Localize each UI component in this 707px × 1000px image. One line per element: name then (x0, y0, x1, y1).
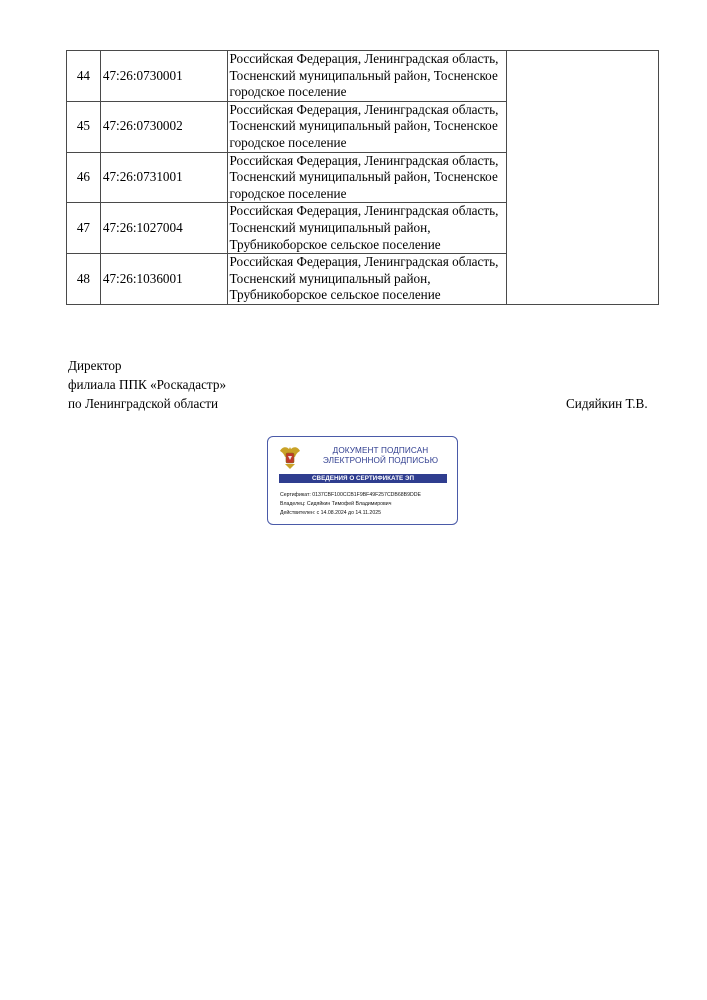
row-number: 44 (67, 51, 101, 102)
cadastral-number: 47:26:0730002 (100, 101, 227, 152)
signatory-title (68, 356, 226, 413)
address-cell: Российская Федерация, Ленинградская область, Тосненский муниципальный район, Тосненское городское поселение (227, 101, 507, 152)
stamp-title-line1: ДОКУМЕНТ ПОДПИСАН (332, 446, 429, 455)
cadastral-number: 47:26:1036001 (100, 254, 227, 305)
signatory-organization: филиала ППК «Роскадастр» (68, 377, 227, 392)
address-cell: Российская Федерация, Ленинградская область, Тосненский муниципальный район, Тосненское городское поселение (227, 51, 507, 102)
table-row (67, 51, 659, 102)
row-number: 45 (67, 101, 101, 152)
address-cell: Российская Федерация, Ленинградская область, Тосненский муниципальный район, Тосненское городское поселение (227, 152, 507, 203)
address-cell: Российская Федерация, Ленинградская область, Тосненский муниципальный район, Трубникоборское сельское поселение (227, 254, 507, 305)
stamp-info-bar: СВЕДЕНИЯ О СЕРТИФИКАТЕ ЭП (279, 474, 447, 483)
validity-line: Действителен: с 14.08.2024 до 14.11.2025 (280, 510, 381, 516)
certificate-line: Сертификат: 0137CBF100CCB1F9BF49F257CDB68B9DDE (280, 492, 421, 498)
cadastral-table (66, 50, 659, 305)
row-number: 48 (67, 254, 101, 305)
electronic-signature-stamp (267, 436, 458, 525)
empty-column (507, 51, 659, 305)
stamp-title-line2: ЭЛЕКТРОННОЙ ПОДПИСЬЮ (322, 456, 439, 465)
coat-of-arms-icon (278, 443, 302, 470)
cadastral-number: 47:26:1027004 (100, 203, 227, 254)
stamp-title (308, 446, 453, 466)
cadastral-number: 47:26:0731001 (100, 152, 227, 203)
address-cell: Российская Федерация, Ленинградская область, Тосненский муниципальный район, Трубникоборское сельское поселение (227, 203, 507, 254)
cadastral-number: 47:26:0730001 (100, 51, 227, 102)
signatory-name: Сидяйкин Т.В. (566, 396, 648, 411)
signatory-position: Директор (68, 358, 122, 373)
row-number: 46 (67, 152, 101, 203)
signatory-region: по Ленинградской области (68, 396, 219, 411)
row-number: 47 (67, 203, 101, 254)
owner-line: Владелец: Сидяйкин Тимофей Владимирович (280, 501, 392, 507)
